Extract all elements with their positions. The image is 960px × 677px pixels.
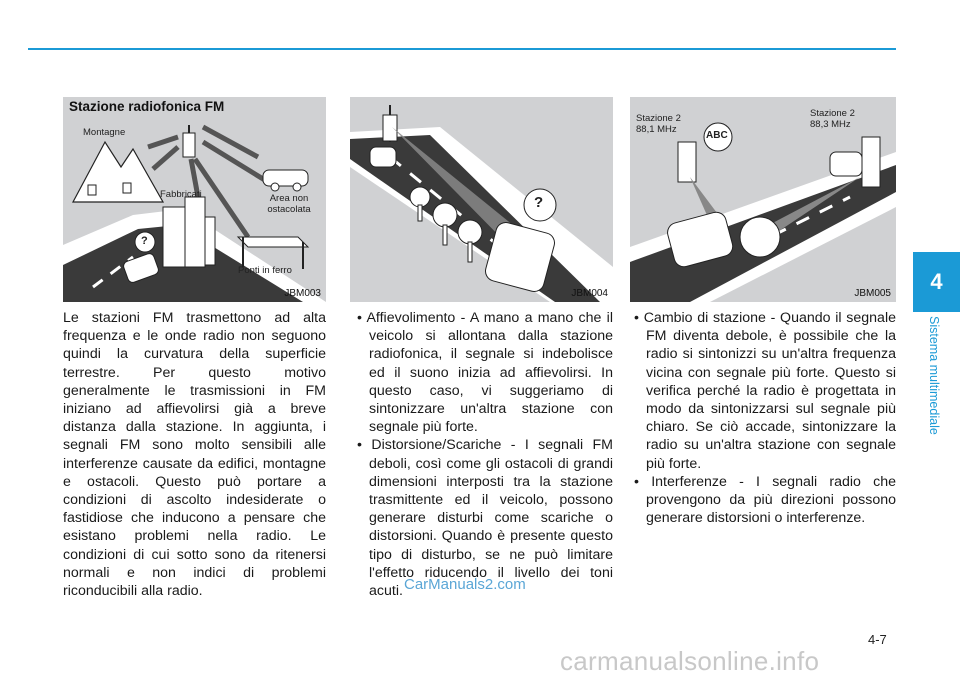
label-bridges: Ponti in ferro	[238, 265, 292, 276]
bullet-station-change: • Cambio di stazione - Quando il segnale FM diventa debole, è possibile che la radio si sintonizzi su un'altra frequenza vicina con segnale più forte. Questo si verifica perché la radio è progettata in modo da sintonizzarsi sul segnale più chiaro. Se ciò accade, sintonizzare la radio su un'altra stazione con segnale più forte.	[634, 310, 896, 472]
bullet-fading: • Affievolimento - A mano a mano che il veicolo si allontana dalla stazione radiofonica, il segnale si indebolisce ed il suono inizia ad affievolirsi. In questo caso, vi suggeriamo di sintonizzare un'altra stazione con segnale più forte.	[357, 310, 613, 436]
question-sign: ?	[534, 194, 544, 211]
header-rule	[28, 48, 896, 50]
bullet-interference: • Interferenze - I segnali radio che provengono da più direzioni possono generare distorsioni o interferenze.	[634, 473, 896, 527]
figure-code: JBM003	[284, 288, 321, 299]
station-left-label: Stazione 2 88,1 MHz	[636, 113, 681, 135]
page-number: 4-7	[868, 632, 887, 647]
label-buildings: Fabbricati	[160, 189, 202, 200]
label-open-area: Area non ostacolata	[267, 193, 311, 215]
column-intro	[63, 309, 326, 600]
figure-fm-station	[63, 97, 326, 302]
chapter-tab: 4	[913, 252, 960, 312]
label-mountains: Montagne	[83, 127, 126, 138]
figure-code: JBM004	[571, 288, 608, 299]
column-right	[634, 309, 896, 527]
question-sign: ?	[141, 235, 148, 247]
chapter-label: Sistema multimediale	[927, 316, 941, 435]
bullet-distortion: • Distorsione/Scariche - I segnali FM deboli, così come gli ostacoli di grandi dimensioni interposti tra la stazione trasmittente ed il veicolo, possono generare disturbi come scariche o distorsioni. Quando è presente questo tipo di disturbo, se ne può limitare l'effetto riducendo il livello dei toni acuti.	[357, 437, 613, 600]
intro-paragraph: Le stazioni FM trasmettono ad alta frequenza e le onde radio non seguono quindi la curvatura della superficie terrestre. Per questo motivo generalmente le trasmissioni in FM iniziano ad affievolirsi già a breve distanza dalla stazione. In aggiunta, i segnali FM sono molto sensibili alle interferenze causate da edifici, montagne e ostacoli. Questo può portare a condizioni di ascolto indesiderate o fastidiose che inducono a pensare che esistano problemi nella radio. Le condizioni di cui sotto sono da ritenersi normali e non indici di problemi riconducibili alla radio.	[63, 310, 326, 600]
fading-illustration	[350, 97, 613, 302]
column-middle	[357, 309, 613, 600]
figure-title: Stazione radiofonica FM	[69, 99, 225, 114]
bubble-text: ABC	[706, 130, 728, 141]
figure-code: JBM005	[854, 288, 891, 299]
watermark-carmanualsonline: carmanualsonline.info	[560, 646, 820, 676]
figure-station-change	[630, 97, 896, 302]
figure-fading	[350, 97, 613, 302]
watermark-carmanuals2: CarManuals2.com	[404, 576, 526, 593]
station-right-label: Stazione 2 88,3 MHz	[810, 108, 855, 130]
